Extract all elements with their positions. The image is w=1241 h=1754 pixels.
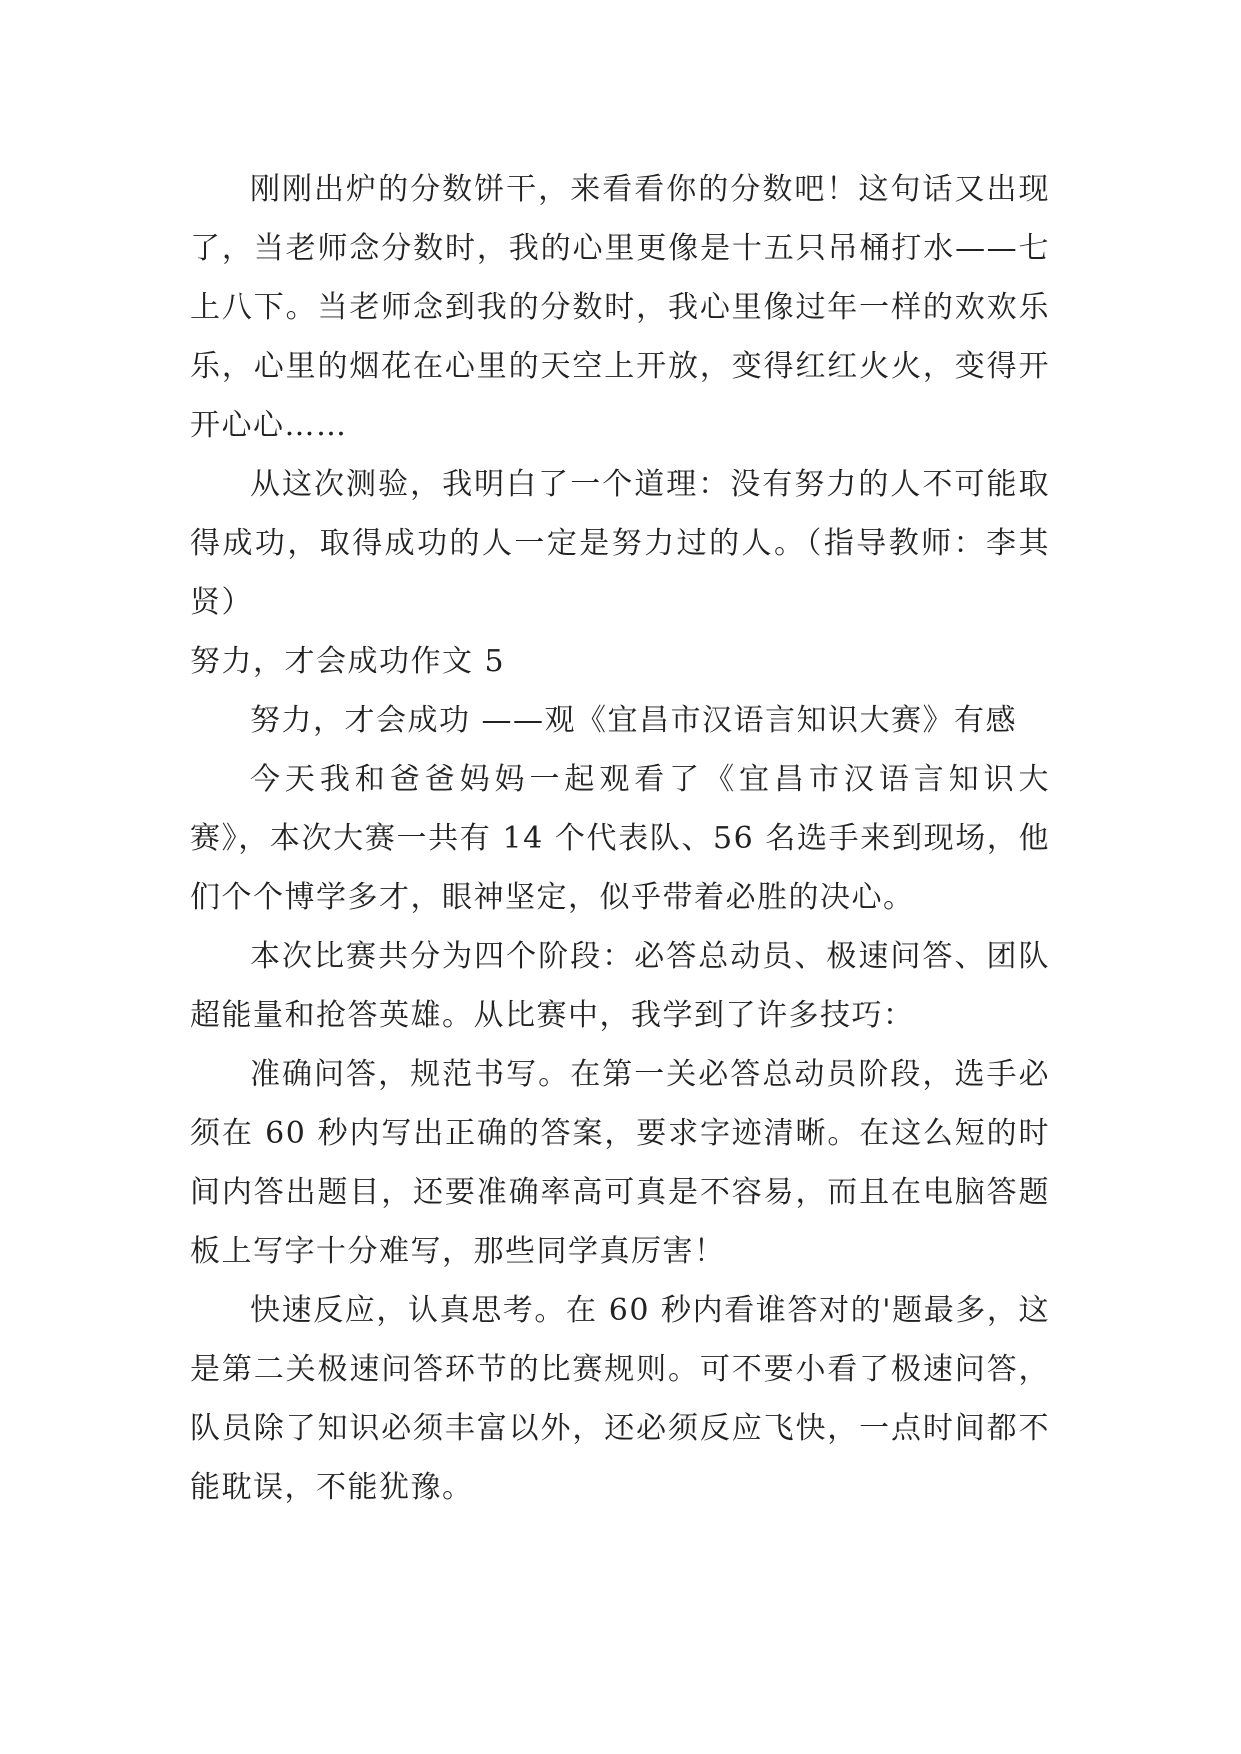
- document-body: [190, 160, 1050, 1517]
- section-title: 努力，才会成功作文 5: [190, 644, 506, 679]
- paragraph: 努力，才会成功 ——观《宜昌市汉语言知识大赛》有感: [250, 703, 1018, 738]
- paragraph: 从这次测验，我明白了一个道理：没有努力的人不可能取得成功，取得成功的人一定是努力过的人。（指导教师：李其贤）: [190, 467, 1050, 620]
- paragraph: 刚刚出炉的分数饼干，来看看你的分数吧！这句话又出现了，当老师念分数时，我的心里更像是十五只吊桶打水——七上八下。当老师念到我的分数时，我心里像过年一样的欢欢乐乐，心里的烟花在心里的天空上开放，变得红红火火，变得开开心心……: [190, 172, 1050, 443]
- paragraph: 本次比赛共分为四个阶段：必答总动员、极速问答、团队超能量和抢答英雄。从比赛中，我学到了许多技巧：: [190, 939, 1050, 1033]
- paragraph: 今天我和爸爸妈妈一起观看了《宜昌市汉语言知识大赛》，本次大赛一共有 14 个代表队、56 名选手来到现场，他们个个博学多才，眼神坚定，似乎带着必胜的决心。: [190, 762, 1050, 915]
- paragraph: 快速反应，认真思考。在 60 秒内看谁答对的'题最多，这是第二关极速问答环节的比赛规则。可不要小看了极速问答，队员除了知识必须丰富以外，还必须反应飞快，一点时间都不能耽误，不能犹豫。: [190, 1293, 1050, 1505]
- paragraph: 准确问答，规范书写。在第一关必答总动员阶段，选手必须在 60 秒内写出正确的答案，要求字迹清晰。在这么短的时间内答出题目，还要准确率高可真是不容易，而且在电脑答题板上写字十分难写，那些同学真厉害！: [190, 1057, 1050, 1269]
